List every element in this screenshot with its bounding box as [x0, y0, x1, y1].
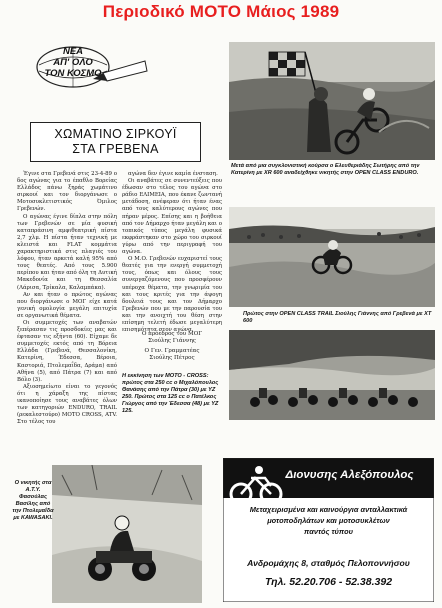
news-logo — [33, 43, 151, 89]
article-title-line-2: ΣΤΑ ΓΡΕΒΕΝΑ — [72, 142, 159, 156]
signature-name: Σιούλης Πέτρος — [149, 355, 195, 361]
photo-caption: Μετά από μια συγκλονιστική κούρσα ο Ελευθεριάδης Σωτήρης από την Κατερίνη με XR 600 αναδείχθηκε νικητής στην OPEN CLASS ENDURO. — [231, 163, 420, 176]
atv-caption: Ο νικητής στα Α.Τ.Υ. Φασούλας Βασίλης από την Πτολεμαΐδα με KAWASAKI. — [12, 480, 54, 521]
logo-line-1: ΝΕΑ — [62, 46, 84, 57]
ad-business-name: Διονυσης Αλεξόπουλος — [285, 469, 414, 481]
logo-line-2: ΑΠ' ΟΛΟ — [53, 57, 93, 68]
photo-trail-race — [229, 207, 435, 307]
ad-line-2: μοτοποδηλάτων και μοτοσυκλέτων — [267, 516, 390, 525]
ad-phones — [223, 576, 434, 588]
ad-phone-label: Τηλ. — [264, 576, 287, 588]
article-title-box — [30, 122, 201, 162]
signature-block — [122, 331, 222, 362]
paragraph: Οι συμμετοχές των αναβατών ξεπέρασαν τις προσδοκίες μας και έφτασαν τις εξήντα (60). Είχαμε δε συμμετοχές εκτός από τη Βόρεια Ελλάδα (Γρεβενά, Θεσσαλονίκη, Κατερίνη, Έδεσσα, Βέροια, Καστοριά, Πτολεμαΐδα, Δράμα) από Αθήνα (5), από Πάτρα (7) και από Βόλο (3). — [17, 319, 117, 383]
article-title-line-1: ΧΩΜΑΤΙΝΟ ΣΙΡΚΟΥΪ — [54, 127, 177, 141]
paragraph: Αξιοσημείωτο είναι το γεγονός ότι η χάραξη της πίστας ικανοποίησε τους αναβάτες όλων των κατηγοριών ENDURO, TRAIL (ρεκαλεστούρο) MOTO CROSS, ATV. Στο τέλος του — [17, 383, 117, 426]
ad-line-1: Μεταχειρισμένα και καινούργια ανταλλακτικά — [249, 505, 408, 514]
paragraph: Έγινε στα Γρεβενά στις 23-4-89 ο δος αγώνας για το έπαθλο Βορείας Ελλάδος πάνω ξηράς χωμάτινο σιρκουί και τον διοργάνωσε ο Μοτοσυκλετιστικός Όμιλος Γρεβενών. — [17, 171, 117, 213]
photo-caption: Πρώτος στην OPEN CLASS TRAIL Σιούλης Γιάννης από Γρεβενά με XT 600 — [243, 311, 432, 324]
logo-line-3: ΤΟΝ ΚΟΣΜΟ — [44, 68, 102, 79]
paragraph: Ο αγώνας έγινε δίπλα στην πόλη των Γρεβενών σε μία φυσική καταπράσινη αμφιθεατρική πίστα 2,7 χλμ. Η πίστα ήταν τεχνική με κλειστά και FLAT κομμάτια χαρακτηριστικά στις πλαγιές του λόφου, ήταν αρκετά καλή 95% από τους θεατές. Από τους 5.900 περίπου και ήταν από όλη τη Δυτική Μακεδονία και τη Θεσσαλία (Λάρισα, Τρίκαλα, Καλαμπάκα). — [17, 213, 117, 291]
photo-finish-flag — [229, 42, 435, 160]
article-column-2 — [122, 171, 222, 334]
advertisement — [223, 458, 434, 602]
ad-phone-separator: - — [338, 576, 343, 588]
motorcycle-logo-icon — [227, 460, 283, 508]
photo-motocross-start — [229, 330, 435, 420]
paragraph: Οι αναβάτες σε συνεντεύξεις που έδωσαν στο τέλος του αγώνα στο ράδιο ΕΛΙΜΕΙΑ, που έκανε ζωντανή μετάδοση, ανέφεραν ότι ήταν ένας από τους καλύτερους αγώνες που πήραν μέρος. Επίσης και η βοήθεια από τον Δήμαρχο ήταν μεγάλη και ο τοπικός τύπος μεγάλη φυσικά εκφράστηκαν στο χώρο του σιρκουί γύρω από την περιγραφή του αγώνα. — [122, 178, 222, 256]
signature-role: Ο πρόεδρος του ΜΟΓ — [141, 331, 203, 337]
photo-atv-winner — [52, 465, 202, 603]
photo-caption: Η εκκίνηση των MOTO - CROSS: πρώτος στα 250 cc ο Μιχαλόπουλος Θανάσης από την Πάτρα (30) με YZ 250. Πρώτος στα 125 cc ο Πατέλκος Γιώργος από την Έδεσσα (48) με YZ 125. — [122, 373, 219, 414]
page-header-title: Περιοδικό ΜΟΤΟ Μάιος 1989 — [102, 2, 340, 21]
article-column-1 — [17, 171, 117, 426]
ad-phone-1: 52.20.706 — [289, 576, 336, 588]
paragraph: αγώνα δεν έγινε καμία ένσταση. — [128, 171, 218, 177]
ad-phone-2: 52.38.392 — [345, 576, 393, 588]
paragraph: Ο Μ.Ο. Γρεβενών ευχαριστεί τους θεατές για την ενεργή συμμετοχή τους, όπως και όλους τους συνεργαζόμενους που προσφέρουν υπέροχα θέματα, την γνωριμία του και τους κριτές για την άψογη δουλειά τους και τον Δήμαρχο Γρεβενών που με την παρουσία του και την ανοιχτή του θέση στην επίσημη τελετή έδωσε μεγαλύτερη επισημότητα στον αγώνα. — [122, 256, 222, 334]
paragraph: Αν και ήταν ο πρώτος αγώνας που διοργάνωσε ο ΜΟΓ είχε κατά γενική ομολογία μεγάλη επιτυχία σε οργανωτικά θέματα. — [17, 291, 117, 319]
signature-name: Σιούλης Γιάννης — [148, 338, 196, 344]
ad-line-3: παντός τύπου — [303, 527, 353, 536]
ad-address: Ανδρομάχης 8, σταθμός Πελοποννήσου — [247, 558, 410, 568]
signature-role: Ο Γεν. Γραμματέας — [144, 348, 200, 354]
